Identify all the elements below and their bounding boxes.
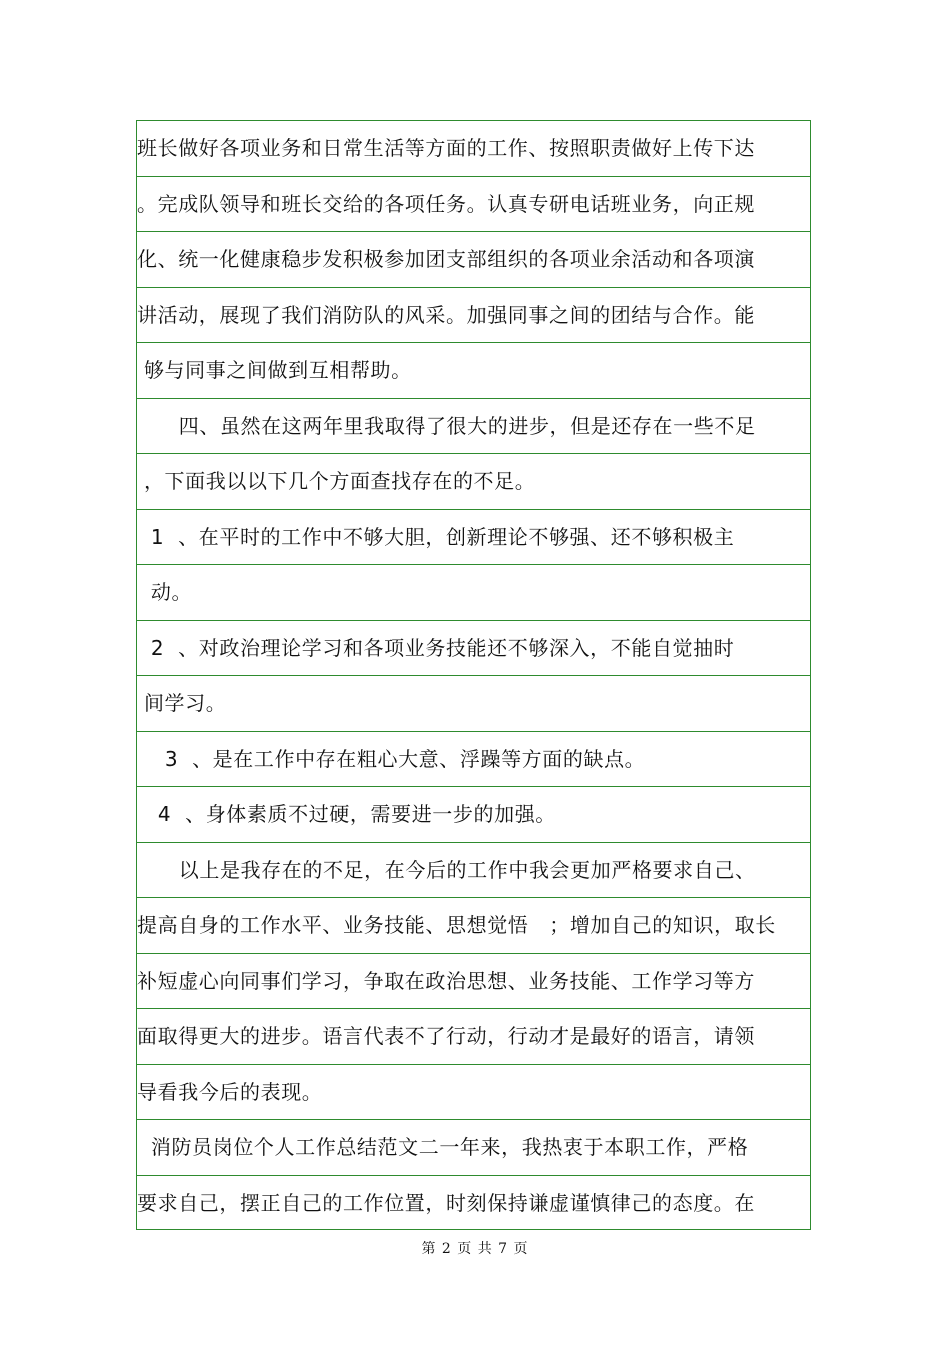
text-line-1-content: 班长做好各项业务和日常生活等方面的工作、按照职责做好上传下达 [137,136,755,160]
text-line-4-content: 讲活动，展现了我们消防队的风采。加强同事之间的团结与合作。能 [137,302,755,327]
text-line-16-content: 补短虚心向同事们学习，争取在政治思想、业务技能、工作学习等方 [137,968,755,993]
text-line-17 [137,1009,810,1065]
text-line-20 [137,1176,810,1232]
text-line-5 [137,343,810,399]
text-line-7-content: ，下面我以以下几个方面查找存在的不足。 [137,469,536,493]
text-line-2 [137,177,810,233]
text-line-18-content: 导看我今后的表现。 [137,1079,323,1104]
text-line-19-content: 消防员岗位个人工作总结范文二一年来，我热衷于本职工作，严格 [137,1135,749,1159]
text-line-15-content: 提高自身的工作水平、业务技能、思想觉悟 ；增加自己的知识，取长 [137,913,776,937]
text-line-18 [137,1065,810,1121]
text-line-11-content: 间学习。 [137,691,227,715]
text-line-3 [137,232,810,288]
text-line-4 [137,288,810,344]
page-number-footer [0,1238,950,1258]
text-line-8 [137,510,810,566]
text-line-12-content: 3 、是在工作中存在粗心大意、浮躁等方面的缺点。 [137,746,646,771]
text-line-15 [137,898,810,954]
text-line-7 [137,454,810,510]
text-line-17-content: 面取得更大的进步。语言代表不了行动，行动才是最好的语言，请领 [137,1024,755,1048]
page-number-label: 第 2 页 共 7 页 [421,1241,529,1257]
document-page-frame [136,120,811,1230]
text-line-12 [137,732,810,788]
text-line-1 [137,121,810,177]
text-line-20-content: 要求自己，摆正自己的工作位置，时刻保持谦虚谨慎律己的态度。在 [137,1190,755,1215]
text-line-11 [137,676,810,732]
text-line-5-content: 够与同事之间做到互相帮助。 [137,358,412,382]
text-line-14 [137,843,810,899]
text-line-19 [137,1120,810,1176]
text-line-2-content: 。完成队领导和班长交给的各项任务。认真专研电话班业务，向正规 [137,191,755,216]
text-line-9-content: 动。 [137,580,193,604]
text-line-16 [137,954,810,1010]
text-line-10 [137,621,810,677]
text-line-14-content: 以上是我存在的不足，在今后的工作中我会更加严格要求自己、 [137,857,756,882]
text-line-13 [137,787,810,843]
text-line-13-content: 4 、身体素质不过硬，需要进一步的加强。 [137,802,556,826]
text-line-3-content: 化、统一化健康稳步发积极参加团支部组织的各项业余活动和各项演 [137,247,755,271]
text-line-10-content: 2 、对政治理论学习和各项业务技能还不够深入，不能自觉抽时 [137,635,735,660]
text-line-6 [137,399,810,455]
text-line-6-content: 四、虽然在这两年里我取得了很大的进步，但是还存在一些不足 [137,413,756,438]
text-line-9 [137,565,810,621]
text-line-8-content: 1 、在平时的工作中不够大胆，创新理论不够强、还不够积极主 [137,524,735,549]
